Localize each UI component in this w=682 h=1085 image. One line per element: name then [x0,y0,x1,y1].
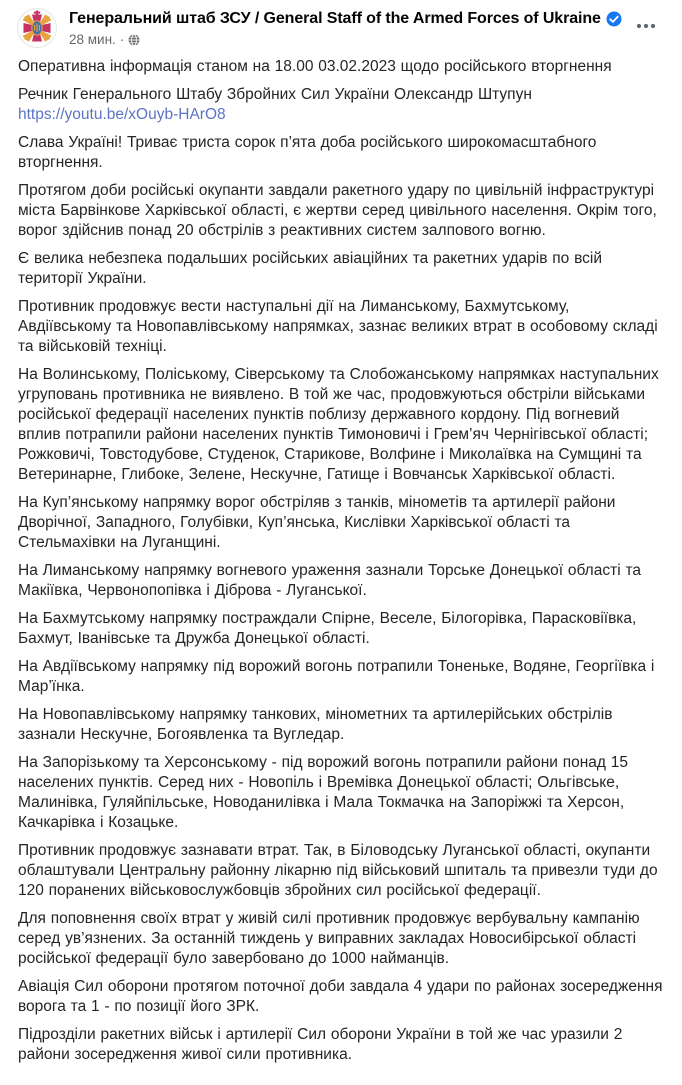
post-meta-row [69,32,666,47]
header-text [69,8,666,47]
page-name-link[interactable]: Генеральний штаб ЗСУ / General Staff of the Armed Forces of Ukraine [69,10,601,27]
more-options-button[interactable] [630,14,662,38]
general-staff-emblem-icon [17,8,57,48]
page-avatar[interactable] [17,8,57,48]
post-paragraph: На Волинському, Поліському, Сіверському та Слобожанському напрямках наступальних угруповань противника не виявлено. В той же час, продовжуються обстріли військами російської федерації населених пунктів поблизу державного кордону. Під вогневий вплив потрапили райони населених пунктів Тимоновичі і Грем’яч Чернігівської області; Рожковичі, Товстодубове, Студенок, Старикове, Волфине і Миколаївка на Сумщині та Ветеринарне, Глибоке, Зелене, Нескучне, Гатище і Вовчанськ Харківської області. [18,366,659,483]
paragraph-text: Речник Генерального Штабу Збройних Сил України Олександр Штупун [18,86,532,103]
ellipsis-menu-icon [635,15,657,37]
meta-separator: · [119,32,125,47]
verified-badge-icon [606,11,622,27]
post-header [0,0,682,48]
privacy-globe-icon [128,34,140,46]
post-paragraph: На Новопавлівському напрямку танкових, мінометних та артилерійських обстрілів зазнали Нескучне, Богоявленка та Вугледар. [18,706,613,743]
post-paragraph: Оперативна інформація станом на 18.00 03.02.2023 щодо російського вторгнення [18,58,612,75]
post-paragraph: На Куп’янському напрямку ворог обстріляв з танків, мінометів та артилерії райони Дворічної, Западного, Голубівки, Куп’янська, Кислівки Харківської області та Стельмахівки на Луганщині. [18,494,616,551]
post-paragraph: Слава Україні! Триває триста сорок п’ята доба російського широкомасштабного вторгнення. [18,134,597,171]
post-paragraph: Противник продовжує вести наступальні дії на Лиманському, Бахмутському, Авдіївському та Новопавлівському напрямках, зазнає великих втрат в особовому складі та військовій техніці. [18,298,658,355]
post-paragraph: На Авдіївському напрямку під ворожий вогонь потрапили Тоненьке, Водяне, Георгіївка і Мар’їнка. [18,658,655,695]
youtube-link[interactable]: https://youtu.be/xOuyb-HArO8 [18,106,226,123]
post-paragraph: Протягом доби російські окупанти завдали ракетного удару по цивільній інфраструктурі міста Барвінкове Харківської області, є жертви серед цивільного населення. Окрім того, ворог здійснив понад 20 обстрілів з реактивних систем залпового вогню. [18,182,657,239]
post-paragraph: Є велика небезпека подальших російських авіаційних та ракетних ударів по всій території України. [18,250,602,287]
post-paragraph: На Бахмутському напрямку постраждали Спірне, Веселе, Білогорівка, Парасковіївка, Бахмут, Іванівське та Дружба Донецької області. [18,610,637,647]
post-paragraph [18,85,664,125]
post-paragraph: На Запорізькому та Херсонському - під ворожий вогонь потрапили райони понад 15 населених пунктів. Серед них - Новопіль і Времівка Донецької області; Ольгівське, Малинівка, Гуляйпільське, Новоданилівка і Мала Токмачка на Запоріжжі та Херсон, Качкарівка і Козацьке. [18,754,628,831]
post-paragraph: На Лиманському напрямку вогневого ураження зазнали Торське Донецької області та Макіївка, Червонопопівка і Діброва - Луганської. [18,562,641,599]
post-paragraph: Підрозділи ракетних військ і артилерії Сил оборони України в той же час уразили 2 райони зосередження живої сили противника. [18,1026,623,1063]
post-paragraph: Авіація Сил оборони протягом поточної доби завдала 4 удари по районах зосередження ворога та 1 - по позиції його ЗРК. [18,978,663,1015]
post-body [0,48,682,1085]
post-paragraph: Противник продовжує зазнавати втрат. Так, в Біловодську Луганської області, окупанти облаштували Центральну районну лікарню під військовий шпиталь та привезли туди до 120 поранених військовослужбовців збройних сил російської федерації. [18,842,658,899]
post-timestamp[interactable]: 28 мин. [69,32,116,47]
page-name-row [69,10,666,28]
post-paragraph: Для поповнення своїх втрат у живій силі противник продовжує вербувальну кампанію серед ув’язнених. За останній тиждень у виправних закладах Новосибірської області російської федерації було завербовано до 1000 найманців. [18,910,640,967]
